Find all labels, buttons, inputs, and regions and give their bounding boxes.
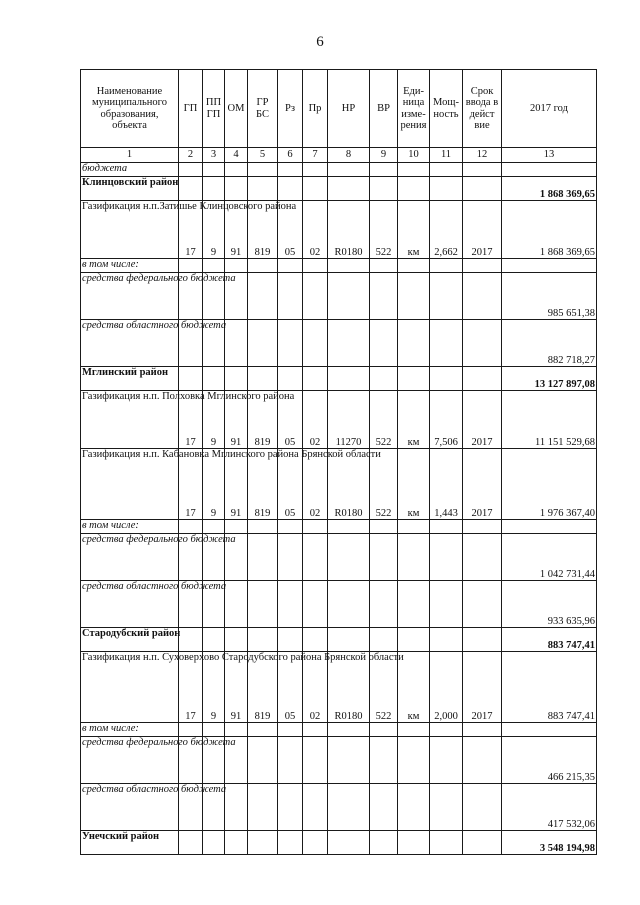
cell-rz [278,367,303,391]
cell-term [463,831,502,855]
cell-pr [303,273,328,320]
cell-om [225,581,248,628]
cell-rz [278,163,303,177]
cell-vr [370,784,398,831]
cell-term [463,177,502,201]
cell-nr [328,581,370,628]
budget-table [80,69,597,855]
cell-rz [278,534,303,581]
cell-term [463,784,502,831]
cell-term [463,723,502,737]
cell-vr [370,628,398,652]
cell-power [430,581,463,628]
cell-ppgp: 9 [203,652,225,723]
cell-power: 7,506 [430,391,463,449]
row-name: Газификация н.п. Суховерхово Стародубского района Брянской области [81,652,179,723]
cell-term [463,367,502,391]
cell-term [463,163,502,177]
cell-nr [328,177,370,201]
cell-unit [398,177,430,201]
object-row [81,449,597,520]
cell-pr: 02 [303,391,328,449]
cell-om [225,520,248,534]
cell-om [225,723,248,737]
row-name: средства федерального бюджета [81,273,179,320]
cell-unit [398,723,430,737]
cell-vr [370,737,398,784]
cell-vr: 522 [370,391,398,449]
cell-term [463,259,502,273]
column-number: 4 [225,148,248,163]
row-name: средства областного бюджета [81,784,179,831]
cell-rz: 05 [278,201,303,259]
cell-pr [303,163,328,177]
cell-om: 91 [225,449,248,520]
row-name: Газификация н.п.Затишье Клинцовского района [81,201,179,259]
cell-pr [303,320,328,367]
cell-ppgp [203,628,225,652]
cell-grbs [248,581,278,628]
cell-amount-2017: 883 747,41 [502,628,597,652]
header-nr: НР [328,70,370,148]
cell-term: 2017 [463,449,502,520]
cell-term [463,581,502,628]
column-number: 11 [430,148,463,163]
cell-vr [370,367,398,391]
cell-rz [278,273,303,320]
cell-nr [328,320,370,367]
cell-nr: R0180 [328,201,370,259]
column-number: 12 [463,148,502,163]
cell-nr [328,534,370,581]
column-number-row [81,148,597,163]
cell-rz [278,737,303,784]
cell-grbs [248,737,278,784]
cell-rz: 05 [278,449,303,520]
cell-gp [179,520,203,534]
cell-term [463,320,502,367]
cell-grbs [248,367,278,391]
column-number: 5 [248,148,278,163]
cell-ppgp: 9 [203,449,225,520]
row-name: в том числе: [81,520,179,534]
header-vr: ВР [370,70,398,148]
cell-rz [278,177,303,201]
cell-om: 91 [225,391,248,449]
cell-rz [278,320,303,367]
cell-unit: км [398,652,430,723]
cell-amount-2017 [502,259,597,273]
cell-om: 91 [225,652,248,723]
cell-vr [370,581,398,628]
cell-vr [370,534,398,581]
cell-amount-2017: 882 718,27 [502,320,597,367]
cell-nr [328,628,370,652]
funding-row [81,737,597,784]
cell-nr: R0180 [328,449,370,520]
cell-gp [179,831,203,855]
cell-gp [179,367,203,391]
cell-rz: 05 [278,391,303,449]
header-pr: Пр [303,70,328,148]
cell-ppgp [203,831,225,855]
row-name: Клинцовский район [81,177,179,201]
cell-power [430,320,463,367]
cell-ppgp: 9 [203,201,225,259]
cell-nr [328,784,370,831]
cell-amount-2017: 1 868 369,65 [502,177,597,201]
cell-pr: 02 [303,201,328,259]
cell-pr [303,367,328,391]
cell-amount-2017: 3 548 194,98 [502,831,597,855]
cell-amount-2017: 13 127 897,08 [502,367,597,391]
column-number: 7 [303,148,328,163]
cell-pr [303,259,328,273]
cell-gp [179,259,203,273]
cell-term [463,273,502,320]
cell-vr [370,259,398,273]
cell-unit [398,784,430,831]
cell-om [225,177,248,201]
row-name: Стародубский район [81,628,179,652]
cell-vr: 522 [370,449,398,520]
row-name: Газификация н.п. Кабановка Мглинского района Брянской области [81,449,179,520]
cell-amount-2017: 933 635,96 [502,581,597,628]
cell-unit [398,273,430,320]
cell-gp: 17 [179,201,203,259]
cell-nr [328,163,370,177]
cell-gp [179,723,203,737]
row-name: средства федерального бюджета [81,737,179,784]
cell-unit [398,320,430,367]
funding-row [81,273,597,320]
column-number: 9 [370,148,398,163]
cell-om: 91 [225,201,248,259]
cell-ppgp [203,520,225,534]
cell-rz [278,581,303,628]
cell-unit: км [398,391,430,449]
cell-nr [328,259,370,273]
cell-pr [303,177,328,201]
cell-rz [278,520,303,534]
cell-om [225,320,248,367]
header-ppgp: ПП ГП [203,70,225,148]
cell-grbs [248,273,278,320]
note-row [81,259,597,273]
page-number: 6 [316,34,324,50]
cell-amount-2017: 1 042 731,44 [502,534,597,581]
funding-row [81,784,597,831]
cell-grbs: 819 [248,449,278,520]
funding-row [81,163,597,177]
cell-om [225,784,248,831]
district-row [81,831,597,855]
cell-rz [278,723,303,737]
row-name: средства областного бюджета [81,320,179,367]
row-name: в том числе: [81,259,179,273]
cell-pr [303,628,328,652]
cell-amount-2017: 985 651,38 [502,273,597,320]
cell-pr [303,534,328,581]
header-grbs: ГР БС [248,70,278,148]
cell-nr [328,831,370,855]
cell-nr [328,273,370,320]
cell-pr: 02 [303,449,328,520]
cell-amount-2017: 1 868 369,65 [502,201,597,259]
cell-amount-2017 [502,520,597,534]
cell-pr [303,520,328,534]
cell-ppgp: 9 [203,391,225,449]
cell-rz [278,831,303,855]
cell-grbs [248,784,278,831]
cell-power [430,520,463,534]
cell-rz [278,784,303,831]
row-name: средства федерального бюджета [81,534,179,581]
cell-term [463,534,502,581]
row-name: в том числе: [81,723,179,737]
column-number: 1 [81,148,179,163]
column-number: 2 [179,148,203,163]
column-number: 3 [203,148,225,163]
cell-amount-2017: 11 151 529,68 [502,391,597,449]
cell-pr [303,581,328,628]
column-number: 8 [328,148,370,163]
row-name: бюджета [81,163,179,177]
cell-term [463,628,502,652]
cell-ppgp [203,177,225,201]
cell-rz: 05 [278,652,303,723]
cell-amount-2017: 883 747,41 [502,652,597,723]
cell-unit [398,581,430,628]
cell-vr [370,831,398,855]
cell-pr [303,831,328,855]
cell-vr: 522 [370,201,398,259]
district-row [81,628,597,652]
note-row [81,723,597,737]
cell-power [430,259,463,273]
cell-grbs: 819 [248,652,278,723]
cell-grbs [248,163,278,177]
table-body [81,163,597,855]
cell-om [225,831,248,855]
cell-unit: км [398,449,430,520]
funding-row [81,320,597,367]
cell-power [430,723,463,737]
row-name: Газификация н.п. Полховка Мглинского района [81,391,179,449]
cell-grbs [248,259,278,273]
cell-gp: 17 [179,391,203,449]
cell-grbs: 819 [248,201,278,259]
cell-gp [179,628,203,652]
cell-om [225,367,248,391]
cell-unit [398,534,430,581]
cell-nr: R0180 [328,652,370,723]
cell-term: 2017 [463,652,502,723]
cell-power [430,628,463,652]
header-row [81,70,597,148]
cell-ppgp [203,723,225,737]
cell-om [225,628,248,652]
cell-rz [278,628,303,652]
cell-grbs [248,534,278,581]
cell-nr [328,737,370,784]
cell-power [430,273,463,320]
header-rz: Рз [278,70,303,148]
row-name: средства областного бюджета [81,581,179,628]
cell-term [463,520,502,534]
cell-unit: км [398,201,430,259]
cell-vr [370,163,398,177]
cell-vr [370,273,398,320]
cell-om [225,259,248,273]
cell-pr [303,723,328,737]
cell-power [430,737,463,784]
cell-amount-2017: 466 215,35 [502,737,597,784]
object-row [81,652,597,723]
cell-term: 2017 [463,201,502,259]
column-number: 13 [502,148,597,163]
cell-amount-2017: 1 976 367,40 [502,449,597,520]
district-row [81,367,597,391]
header-amount-2017: 2017 год [502,70,597,148]
cell-grbs [248,723,278,737]
cell-power: 2,000 [430,652,463,723]
cell-vr: 522 [370,652,398,723]
cell-ppgp [203,367,225,391]
cell-unit [398,259,430,273]
cell-grbs [248,177,278,201]
cell-pr [303,784,328,831]
cell-power [430,784,463,831]
cell-grbs [248,628,278,652]
funding-row [81,581,597,628]
cell-rz [278,259,303,273]
district-row [81,177,597,201]
cell-pr: 02 [303,652,328,723]
cell-nr [328,367,370,391]
funding-row [81,534,597,581]
cell-vr [370,520,398,534]
cell-pr [303,737,328,784]
cell-unit [398,737,430,784]
cell-unit [398,367,430,391]
cell-ppgp [203,163,225,177]
cell-vr [370,723,398,737]
cell-grbs: 819 [248,391,278,449]
cell-term: 2017 [463,391,502,449]
cell-power [430,163,463,177]
note-row [81,520,597,534]
header-name: Наименование муниципального образования, объекта [81,70,179,148]
header-om: ОМ [225,70,248,148]
cell-ppgp [203,259,225,273]
cell-grbs [248,520,278,534]
object-row [81,201,597,259]
cell-amount-2017: 417 532,06 [502,784,597,831]
cell-vr [370,177,398,201]
cell-power [430,367,463,391]
header-unit: Еди-ница изме-рения [398,70,430,148]
cell-unit [398,163,430,177]
cell-om [225,163,248,177]
header-power: Мощ-ность [430,70,463,148]
cell-unit [398,628,430,652]
header-term: Срок ввода в дейст вие [463,70,502,148]
row-name: Мглинский район [81,367,179,391]
cell-gp: 17 [179,652,203,723]
cell-nr [328,723,370,737]
cell-grbs [248,320,278,367]
object-row [81,391,597,449]
cell-nr [328,520,370,534]
cell-gp [179,163,203,177]
cell-amount-2017 [502,723,597,737]
cell-gp: 17 [179,449,203,520]
cell-power [430,534,463,581]
cell-power [430,831,463,855]
cell-power [430,177,463,201]
row-name: Унечский район [81,831,179,855]
cell-amount-2017 [502,163,597,177]
cell-power: 2,662 [430,201,463,259]
cell-vr [370,320,398,367]
cell-nr: 11270 [328,391,370,449]
cell-gp [179,177,203,201]
cell-unit [398,831,430,855]
cell-power: 1,443 [430,449,463,520]
cell-grbs [248,831,278,855]
column-number: 10 [398,148,430,163]
cell-term [463,737,502,784]
column-number: 6 [278,148,303,163]
header-gp: ГП [179,70,203,148]
cell-unit [398,520,430,534]
